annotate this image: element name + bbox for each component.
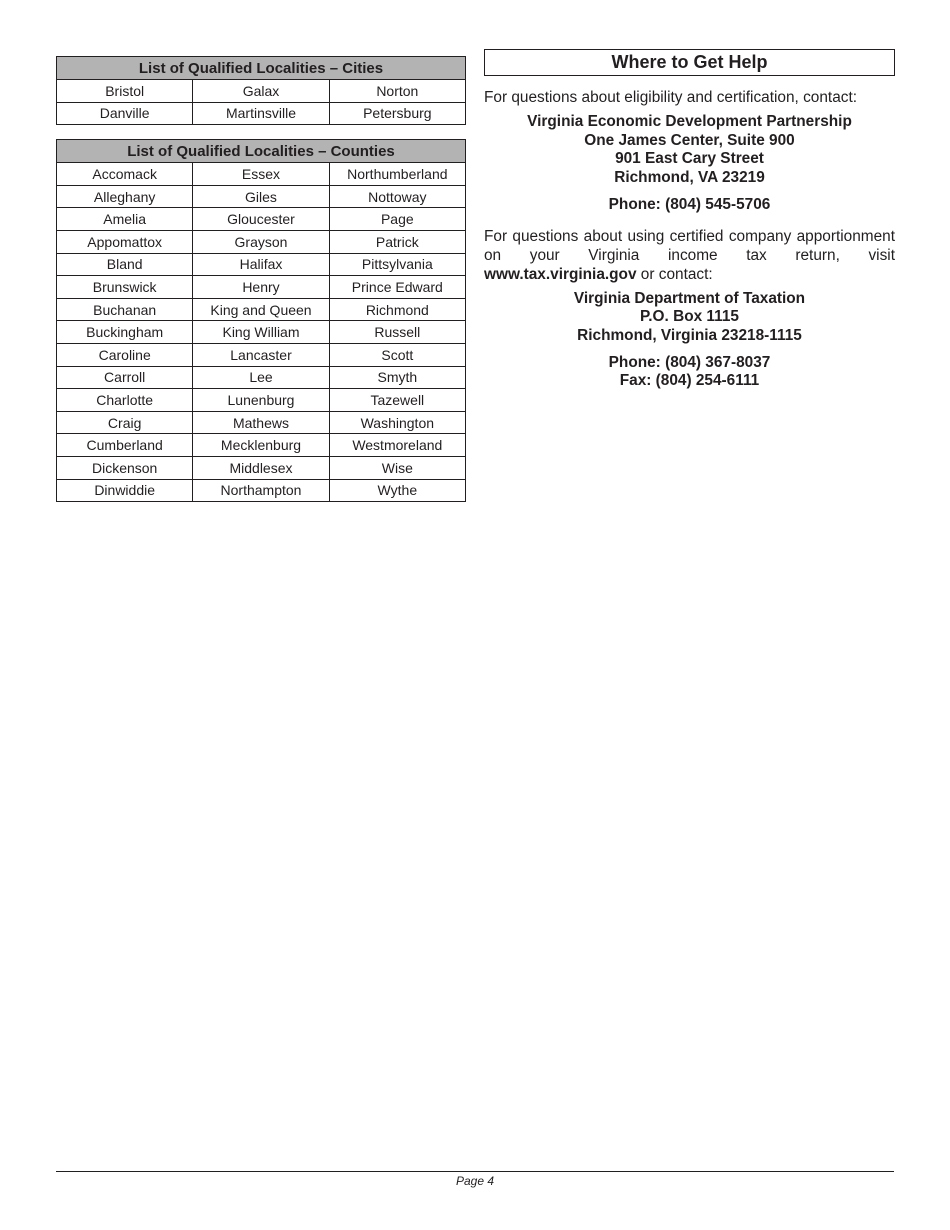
locality-cell: Wythe [329,479,465,502]
locality-cell: Page [329,208,465,231]
tax-intro-tail: or contact: [636,265,713,283]
footer-rule [56,1171,894,1172]
locality-cell: Charlotte [57,389,193,412]
locality-cell: Northumberland [329,163,465,186]
locality-cell: Gloucester [193,208,329,231]
locality-cell: Craig [57,411,193,434]
locality-cell: Buckingham [57,321,193,344]
locality-cell: Amelia [57,208,193,231]
vedp-phone: Phone: (804) 545-5706 [608,195,771,213]
locality-cell: Patrick [329,230,465,253]
locality-cell: King and Queen [193,298,329,321]
help-section-title: Where to Get Help [484,49,895,76]
locality-cell: Dinwiddie [57,479,193,502]
table-row [57,343,466,366]
tax-po-box: P.O. Box 1115 [640,308,739,326]
locality-cell: Buchanan [57,298,193,321]
table-row [57,230,466,253]
table-row [57,366,466,389]
locality-cell: Brunswick [57,276,193,299]
locality-cell: Scott [329,343,465,366]
tax-phone: Phone: (804) 367-8037 [608,353,771,371]
locality-cell: Norton [329,80,465,103]
locality-cell: Smyth [329,366,465,389]
locality-cell: Dickenson [57,456,193,479]
locality-cell: Martinsville [193,102,329,125]
locality-cell: Giles [193,185,329,208]
locality-cell: Lancaster [193,343,329,366]
counties-table [56,139,466,502]
table-row [57,163,466,186]
locality-cell: Westmoreland [329,434,465,457]
table-row [57,276,466,299]
localities-column [56,56,466,502]
vedp-phone-block [484,196,895,215]
locality-cell: Bristol [57,80,193,103]
help-column [484,49,895,391]
locality-cell: Alleghany [57,185,193,208]
locality-cell: Accomack [57,163,193,186]
tax-website-link[interactable]: www.tax.virginia.gov [484,265,637,283]
cities-table [56,56,466,125]
locality-cell: Petersburg [329,102,465,125]
locality-cell: Danville [57,102,193,125]
tax-phone-block [484,354,895,391]
table-row [57,102,466,125]
locality-cell: Lee [193,366,329,389]
locality-cell: King William [193,321,329,344]
table-row [57,434,466,457]
cities-table-title: List of Qualified Localities – Cities [57,57,466,80]
locality-cell: Henry [193,276,329,299]
locality-cell: Russell [329,321,465,344]
locality-cell: Wise [329,456,465,479]
table-row [57,253,466,276]
locality-cell: Cumberland [57,434,193,457]
table-row [57,456,466,479]
table-row [57,411,466,434]
locality-cell: Washington [329,411,465,434]
vedp-name: Virginia Economic Development Partnership [527,113,852,130]
locality-cell: Middlesex [193,456,329,479]
locality-cell: Mecklenburg [193,434,329,457]
locality-cell: Halifax [193,253,329,276]
locality-cell: Carroll [57,366,193,389]
locality-cell: Lunenburg [193,389,329,412]
table-row [57,298,466,321]
vedp-contact-block [484,113,895,188]
locality-cell: Mathews [193,411,329,434]
table-row [57,185,466,208]
locality-cell: Grayson [193,230,329,253]
locality-cell: Northampton [193,479,329,502]
locality-cell: Caroline [57,343,193,366]
table-row [57,80,466,103]
locality-cell: Richmond [329,298,465,321]
locality-cell: Appomattox [57,230,193,253]
locality-cell: Pittsylvania [329,253,465,276]
tax-contact-block [484,290,895,346]
locality-cell: Nottoway [329,185,465,208]
tax-dept-name: Virginia Department of Taxation [573,289,806,307]
vedp-city: Richmond, VA 23219 [614,169,765,187]
locality-cell: Prince Edward [329,276,465,299]
locality-cell: Tazewell [329,389,465,412]
locality-cell: Bland [57,253,193,276]
tax-intro-text: For questions about using certified company apportionment on your Virginia income tax return, visit [484,227,895,264]
tax-fax: Fax: (804) 254-6111 [619,372,760,390]
vedp-address-line1: One James Center, Suite 900 [584,131,795,149]
tax-intro [484,227,895,284]
counties-table-title: List of Qualified Localities – Counties [57,140,466,163]
table-row [57,321,466,344]
locality-cell: Essex [193,163,329,186]
table-row [57,208,466,231]
locality-cell: Galax [193,80,329,103]
page-number: Page 4 [455,1174,495,1188]
table-row [57,479,466,502]
eligibility-intro: For questions about eligibility and certification, contact: [484,89,857,106]
vedp-address-line2: 901 East Cary Street [615,150,764,168]
tax-city: Richmond, Virginia 23218-1115 [577,326,802,344]
table-row [57,389,466,412]
